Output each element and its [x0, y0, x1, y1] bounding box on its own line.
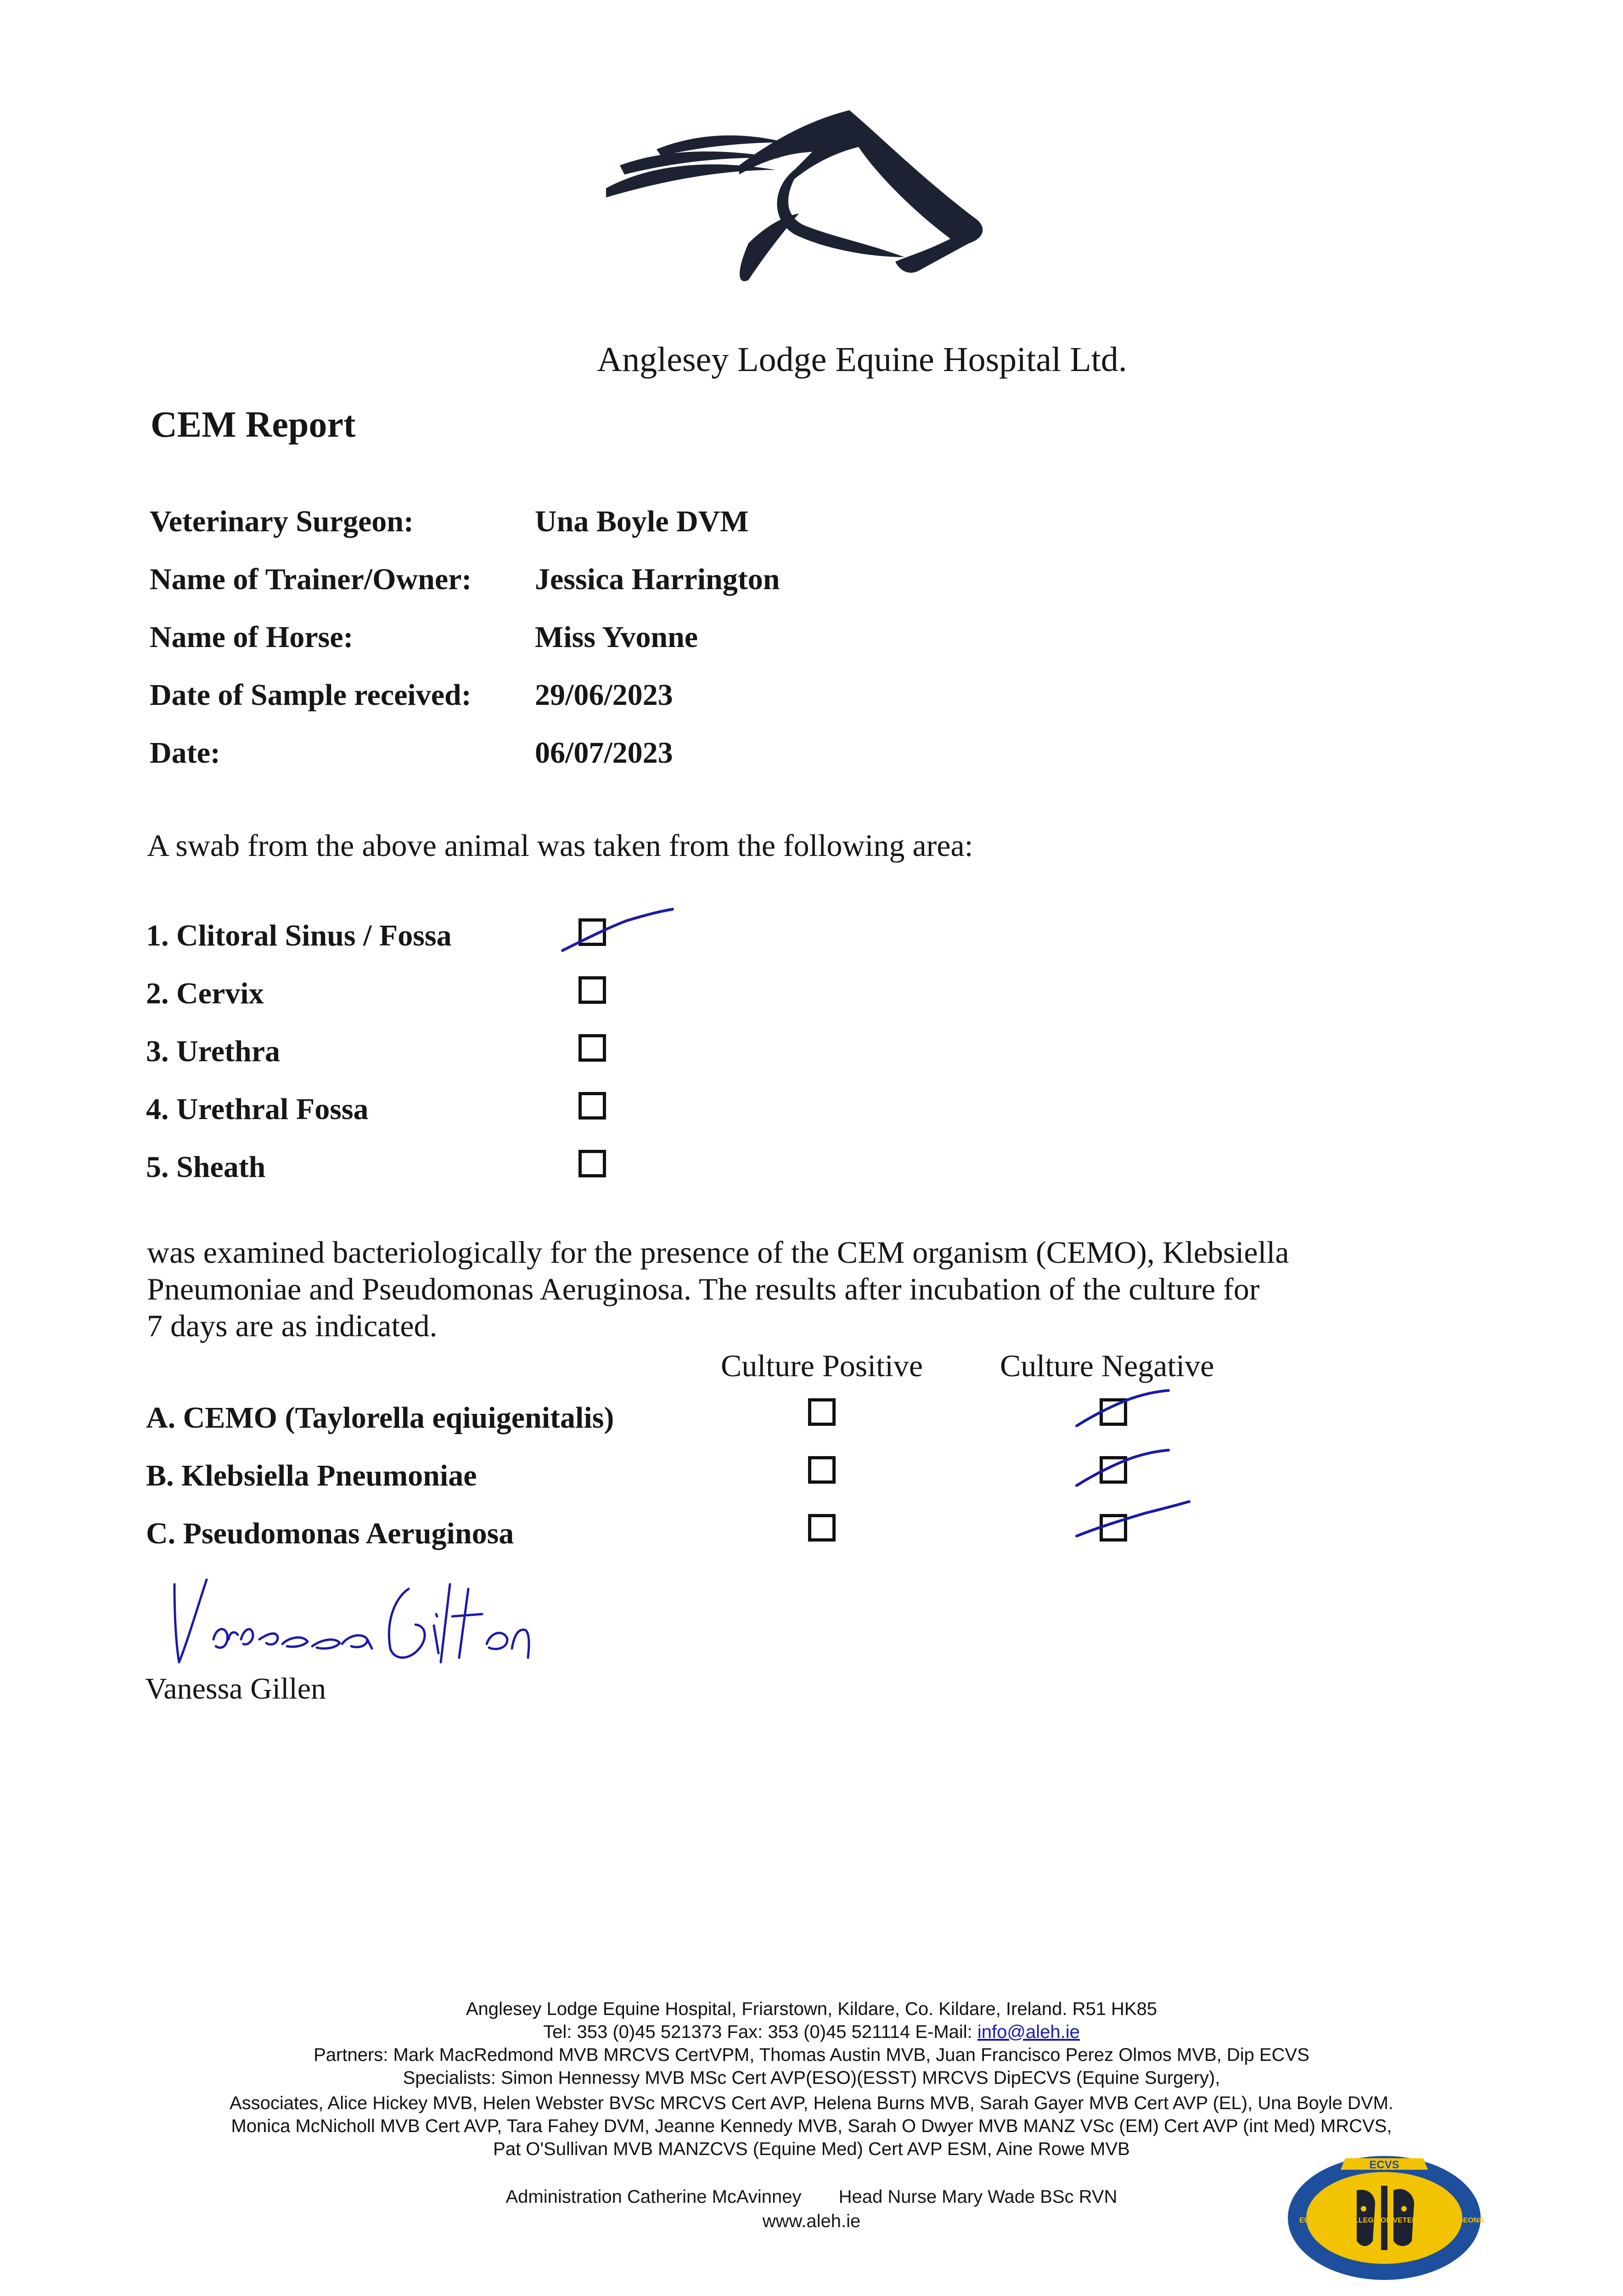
- pen-check-mark: [1072, 1446, 1173, 1492]
- site-label-sheath: 5. Sheath: [146, 1150, 266, 1184]
- horse-name-label: Name of Horse:: [150, 620, 354, 654]
- pen-check-mark: [1072, 1499, 1191, 1545]
- sample-date-value: 29/06/2023: [535, 678, 673, 712]
- report-date-label: Date:: [150, 736, 220, 770]
- report-title: CEM Report: [151, 405, 356, 445]
- site-label-urethral-fossa: 4. Urethral Fossa: [146, 1092, 369, 1126]
- pen-check-mark: [558, 907, 677, 957]
- website-link[interactable]: www.aleh.ie: [762, 2211, 861, 2231]
- handwritten-signature: [165, 1570, 533, 1676]
- email-link[interactable]: info@aleh.ie: [977, 2022, 1080, 2042]
- footer-contact-text: Tel: 353 (0)45 521373 Fax: 353 (0)45 521114 E-Mail:: [543, 2022, 977, 2042]
- footer-contact: [0, 2020, 1623, 2043]
- seal-acronym: ECVS: [1369, 2159, 1399, 2171]
- exam-text-line-2: Pneumoniae and Pseudomonas Aeruginosa. The results after incubation of the culture for: [147, 1272, 1260, 1306]
- site-checkbox-urethral-fossa[interactable]: [578, 1092, 606, 1120]
- swab-intro-text: A swab from the above animal was taken from the following area:: [147, 828, 973, 863]
- exam-text-line-3: 7 days are as indicated.: [147, 1308, 438, 1343]
- site-label-cervix: 2. Cervix: [146, 977, 264, 1010]
- cemo-positive-checkbox[interactable]: [808, 1398, 836, 1426]
- sample-date-label: Date of Sample received:: [150, 678, 472, 712]
- exam-text-line-1: was examined bacteriologically for the presence of the CEM organism (CEMO), Klebsiella: [147, 1235, 1289, 1270]
- footer-associates-2: Monica McNicholl MVB Cert AVP, Tara Fahey DVM, Jeanne Kennedy MVB, Sarah O Dwyer MVB MANZ VSc (EM) Cert AVP (int Med) MRCVS,: [231, 2116, 1392, 2136]
- horse-name-value: Miss Yvonne: [535, 620, 698, 654]
- footer-address: Anglesey Lodge Equine Hospital, Friarstown, Kildare, Co. Kildare, Ireland. R51 HK85: [466, 1999, 1157, 2019]
- ecvs-seal-logo: [1281, 2149, 1488, 2282]
- pseudomonas-positive-checkbox[interactable]: [808, 1514, 836, 1542]
- footer-associates-3: Pat O'Sullivan MVB MANZCVS (Equine Med) Cert AVP ESM, Aine Rowe MVB: [493, 2139, 1130, 2159]
- trainer-owner-value: Jessica Harrington: [535, 563, 780, 596]
- culture-positive-header: Culture Positive: [721, 1348, 923, 1383]
- seal-ring-text: EUROPEAN COLLEGE OF VETERINARY SURGEONS: [1299, 2217, 1484, 2224]
- horse-head-logo: [601, 106, 1015, 294]
- klebsiella-positive-checkbox[interactable]: [808, 1456, 836, 1484]
- pen-check-mark: [1072, 1387, 1173, 1433]
- signature-text: Vanessa Gillen: [165, 1570, 168, 1571]
- culture-negative-header: Culture Negative: [1000, 1348, 1214, 1383]
- signer-name: Vanessa Gillen: [145, 1672, 326, 1705]
- organism-label-cemo: A. CEMO (Taylorella eqiuigenitalis): [146, 1401, 614, 1435]
- site-label-urethra: 3. Urethra: [146, 1035, 281, 1068]
- vet-surgeon-value: Una Boyle DVM: [535, 505, 749, 538]
- site-checkbox-cervix[interactable]: [578, 976, 606, 1004]
- report-date-value: 06/07/2023: [535, 736, 673, 770]
- site-label-clitoral: 1. Clitoral Sinus / Fossa: [146, 919, 452, 952]
- footer-associates-1: Associates, Alice Hickey MVB, Helen Webster BVSc MRCVS Cert AVP, Helena Burns MVB, Sarah Gayer MVB Cert AVP (EL), Una Boyle DVM.: [229, 2093, 1394, 2113]
- footer-partners: Partners: Mark MacRedmond MVB MRCVS CertVPM, Thomas Austin MVB, Juan Francisco Perez Olmos MVB, Dip ECVS: [314, 2045, 1309, 2065]
- site-checkbox-urethra[interactable]: [578, 1034, 606, 1062]
- vet-surgeon-label: Veterinary Surgeon:: [150, 505, 414, 538]
- administration-text: Administration Catherine McAvinney: [505, 2187, 802, 2207]
- head-nurse-text: Head Nurse Mary Wade BSc RVN: [838, 2187, 1118, 2207]
- hospital-name: Anglesey Lodge Equine Hospital Ltd.: [597, 340, 1127, 379]
- site-checkbox-sheath[interactable]: [578, 1150, 606, 1177]
- organism-label-pseudomonas: C. Pseudomonas Aeruginosa: [146, 1517, 514, 1550]
- footer-specialists: Specialists: Simon Hennessy MVB MSc Cert AVP(ESO)(ESST) MRCVS DipECVS (Equine Surgery),: [403, 2068, 1220, 2088]
- trainer-owner-label: Name of Trainer/Owner:: [150, 563, 472, 596]
- organism-label-klebsiella: B. Klebsiella Pneumoniae: [146, 1459, 477, 1492]
